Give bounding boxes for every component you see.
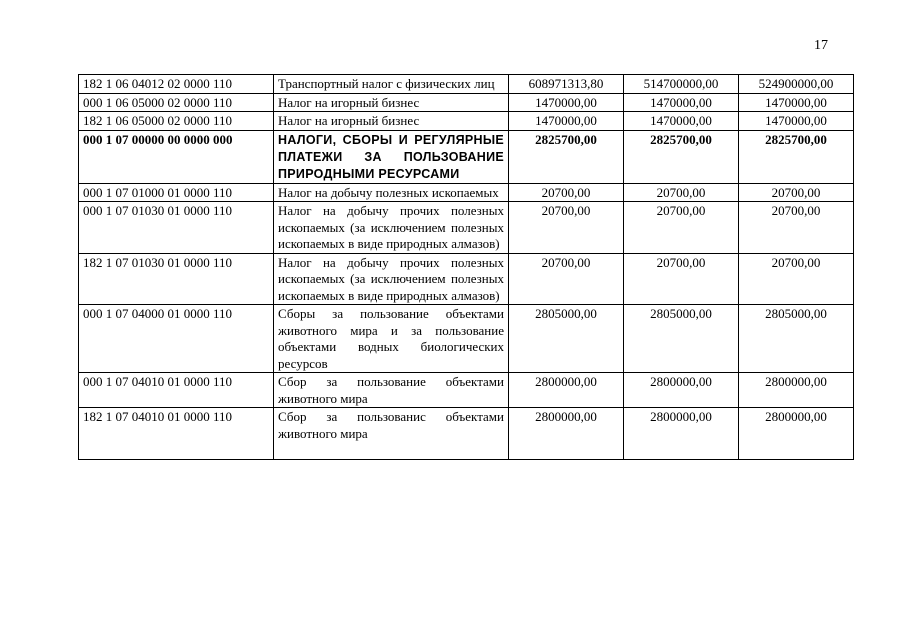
revenue-name-cell: Сбор за пользованис объектами животного мира [274,408,509,460]
amount-cell-2: 20700,00 [624,183,739,202]
budget-table-body [79,75,854,460]
amount-cell-2: 514700000,00 [624,75,739,94]
amount-cell-3: 524900000,00 [739,75,854,94]
revenue-name-cell: Налог на игорный бизнес [274,93,509,112]
amount-cell-1: 2800000,00 [509,408,624,460]
amount-cell-2: 1470000,00 [624,112,739,131]
amount-cell-2: 1470000,00 [624,93,739,112]
revenue-name-cell: Налог на добычу полезных ископаемых [274,183,509,202]
table-row [79,183,854,202]
amount-cell-2: 20700,00 [624,202,739,254]
budget-code-cell: 182 1 07 04010 01 0000 110 [79,408,274,460]
revenue-name-cell: НАЛОГИ, СБОРЫ И РЕГУЛЯРНЫЕ ПЛАТЕЖИ ЗА ПОЛЬЗОВАНИЕ ПРИРОДНЫМИ РЕСУРСАМИ [274,130,509,183]
amount-cell-2: 2800000,00 [624,408,739,460]
table-row [79,253,854,305]
amount-cell-1: 1470000,00 [509,112,624,131]
budget-code-cell: 182 1 06 04012 02 0000 110 [79,75,274,94]
table-row [79,93,854,112]
revenue-name-cell: Транспортный налог с физических лиц [274,75,509,94]
revenue-name-cell: Налог на добычу прочих полезных ископаемых (за исключением полезных ископаемых в виде природных алмазов) [274,253,509,305]
budget-code-cell: 182 1 06 05000 02 0000 110 [79,112,274,131]
budget-code-cell: 182 1 07 01030 01 0000 110 [79,253,274,305]
amount-cell-3: 20700,00 [739,183,854,202]
amount-cell-1: 2800000,00 [509,373,624,408]
budget-code-cell: 000 1 06 05000 02 0000 110 [79,93,274,112]
amount-cell-3: 1470000,00 [739,93,854,112]
amount-cell-1: 20700,00 [509,202,624,254]
amount-cell-3: 2800000,00 [739,373,854,408]
amount-cell-3: 20700,00 [739,253,854,305]
budget-code-cell: 000 1 07 01000 01 0000 110 [79,183,274,202]
amount-cell-1: 608971313,80 [509,75,624,94]
budget-code-cell: 000 1 07 04000 01 0000 110 [79,305,274,373]
amount-cell-3: 1470000,00 [739,112,854,131]
table-row [79,305,854,373]
budget-code-cell: 000 1 07 01030 01 0000 110 [79,202,274,254]
table-row [79,75,854,94]
revenue-name-cell: Налог на добычу прочих полезных ископаемых (за исключением полезных ископаемых в виде природных алмазов) [274,202,509,254]
table-row [79,130,854,183]
amount-cell-3: 2805000,00 [739,305,854,373]
table-row [79,202,854,254]
amount-cell-2: 2805000,00 [624,305,739,373]
amount-cell-1: 1470000,00 [509,93,624,112]
amount-cell-1: 2825700,00 [509,130,624,183]
amount-cell-3: 20700,00 [739,202,854,254]
revenue-name-cell: Налог на игорный бизнес [274,112,509,131]
amount-cell-2: 2825700,00 [624,130,739,183]
budget-code-cell: 000 1 07 00000 00 0000 000 [79,130,274,183]
amount-cell-1: 20700,00 [509,183,624,202]
table-row [79,373,854,408]
amount-cell-3: 2825700,00 [739,130,854,183]
amount-cell-1: 2805000,00 [509,305,624,373]
budget-code-cell: 000 1 07 04010 01 0000 110 [79,373,274,408]
revenue-name-cell: Сборы за пользование объектами животного мира и за пользование объектами водных биологических ресурсов [274,305,509,373]
revenue-name-cell: Сбор за пользование объектами животного мира [274,373,509,408]
amount-cell-2: 20700,00 [624,253,739,305]
table-row [79,112,854,131]
table-row [79,408,854,460]
amount-cell-1: 20700,00 [509,253,624,305]
page-number: 17 [814,38,828,53]
amount-cell-2: 2800000,00 [624,373,739,408]
budget-table [78,74,854,460]
amount-cell-3: 2800000,00 [739,408,854,460]
